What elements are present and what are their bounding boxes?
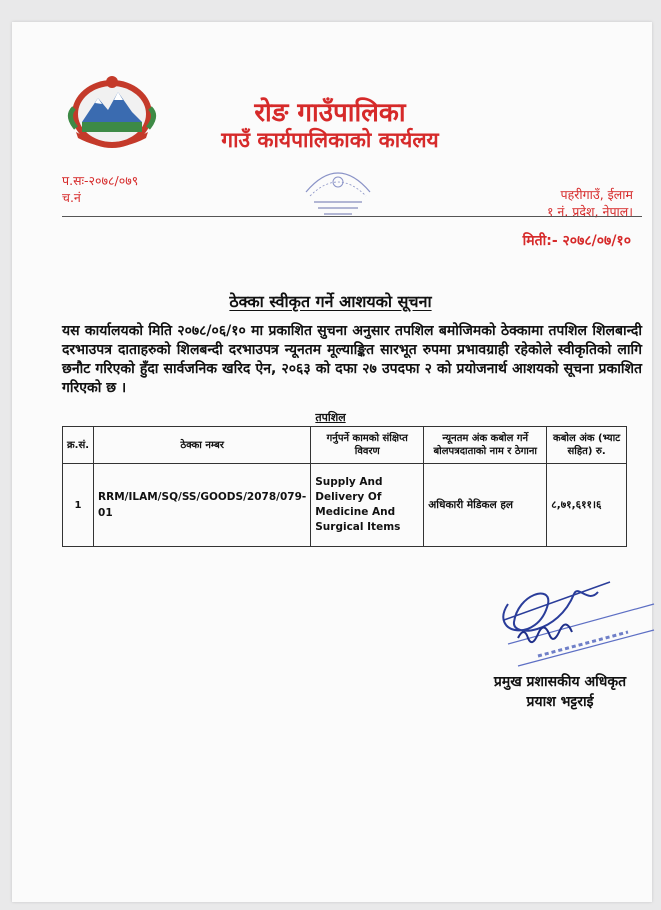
header-serial: क्र.सं. bbox=[63, 427, 94, 464]
location-line-1: पहरीगाउँ, ईलाम bbox=[560, 187, 633, 202]
header-amount: कबोल अंक (भ्याट सहित) रु. bbox=[547, 427, 627, 464]
office-subtitle: गाउँ कार्यपालिकाको कार्यलय bbox=[221, 128, 439, 152]
reference-block bbox=[62, 172, 138, 206]
header-bidder: न्यूनतम अंक कबोल गर्ने बोलपत्रदाताको नाम र ठेगाना bbox=[424, 427, 547, 464]
header-description: गर्नुपर्ने कामको संक्षिप्त विवरण bbox=[311, 427, 424, 464]
cell-amount: ८,७१,६११।६ bbox=[547, 464, 627, 547]
location-line-2: १ नं. प्रदेश, नेपाल। bbox=[546, 204, 633, 219]
notice-title-text: ठेक्का स्वीकृत गर्ने आशयको सूचना bbox=[229, 292, 432, 311]
cell-bidder: अधिकारी मेडिकल हल bbox=[424, 464, 547, 547]
signer-title: प्रमुख प्रशासकीय अधिकृत bbox=[493, 674, 627, 690]
header-divider bbox=[62, 216, 642, 217]
dispatch-number: च.नं bbox=[62, 190, 81, 205]
cell-serial: 1 bbox=[63, 464, 94, 547]
table-row bbox=[63, 464, 627, 547]
cell-description: Supply And Delivery Of Medicine And Surgical Items bbox=[311, 464, 424, 547]
office-name: रोङ गाउँपालिका bbox=[254, 98, 406, 128]
signature-stamp-icon bbox=[478, 574, 656, 678]
header-contract-number: ठेक्का नम्बर bbox=[94, 427, 311, 464]
table-header-row bbox=[63, 427, 627, 464]
reference-number: प.सः-२०७८/०७९ bbox=[62, 173, 139, 188]
location-block bbox=[547, 186, 633, 220]
notice-body: यस कार्यालयको मिति २०७८/०६/१० मा प्रकाशित सुचना अनुसार तपशिल बमोजिमको ठेक्कामा तपशिल शिलबान्दी दरभाउपत्र दाताहरुको शिलबन्दी दरभाउपत्र न्यूनतम मूल्याङ्कित सारभूत रुपमा प्रभावग्राही रहेकोले स्वीकृतिको लागि छनौट गरिएको हुँदा सार्वजनिक खरिद ऐन, २०६३ को दफा २७ उपदफा २ को प्रयोजनार्थ आशयको सूचना प्रकाशित गरिएको छ । bbox=[62, 323, 642, 396]
table-caption: तपशिल bbox=[315, 411, 346, 424]
nepal-emblem-icon bbox=[62, 72, 162, 152]
cell-contract-number: RRM/ILAM/SQ/SS/GOODS/2078/079-01 bbox=[94, 464, 311, 547]
office-stamp-icon bbox=[300, 162, 376, 218]
notice-title bbox=[0, 290, 661, 312]
letter-date: मिती:- २०७८/०७/१० bbox=[522, 233, 631, 249]
award-table bbox=[62, 426, 627, 547]
signer-name: प्रयाश भट्टराई bbox=[526, 694, 594, 710]
